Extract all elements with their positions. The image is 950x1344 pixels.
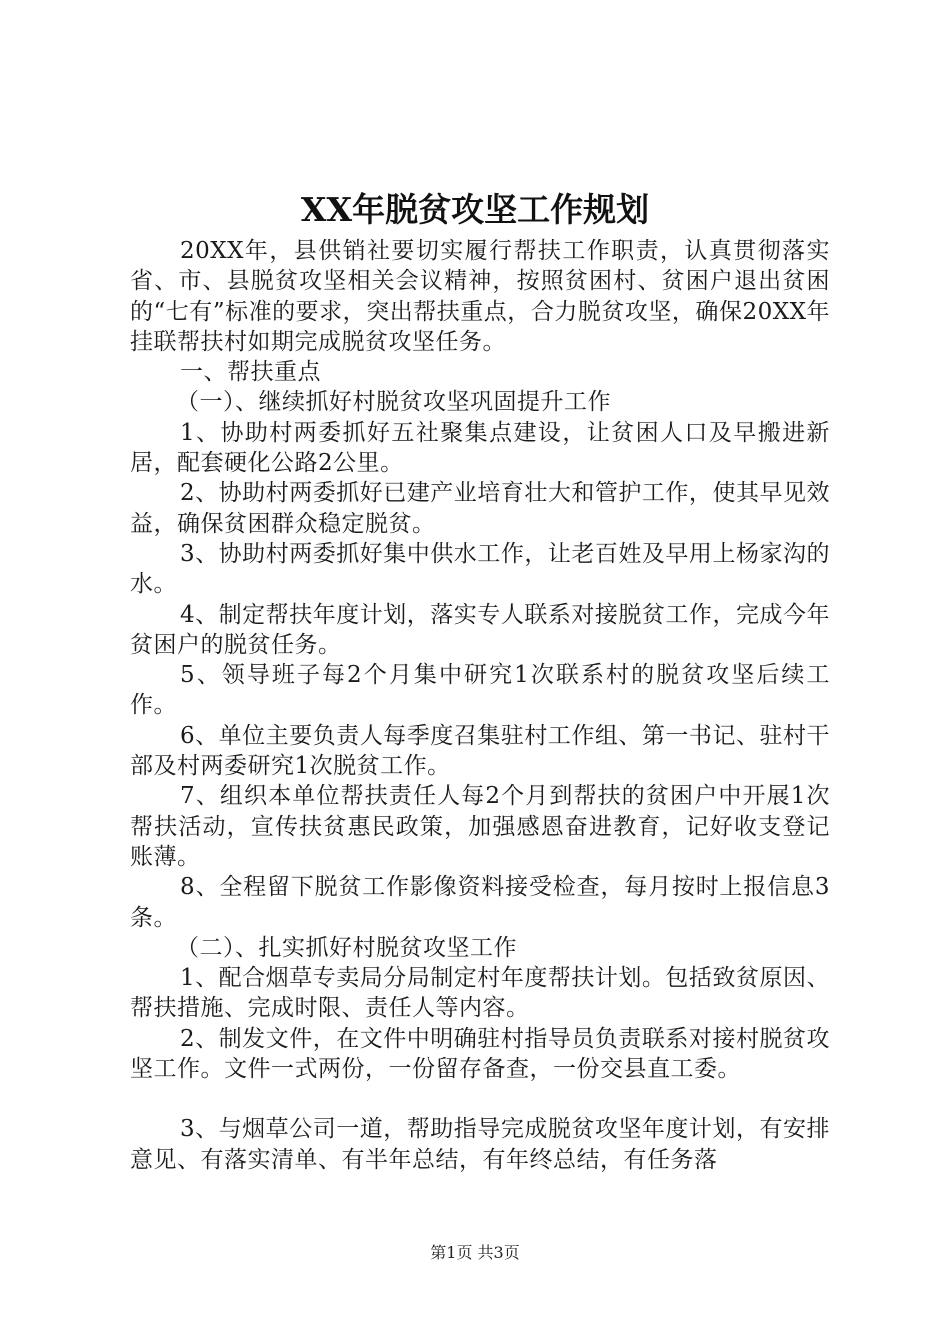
list-item: 2、制发文件，在文件中明确驻村指导员负责联系对接村脱贫攻坚工作。文件一式两份，一份留存备查，一份交县直工委。 [130, 1025, 830, 1083]
section-heading: 一、帮扶重点 [180, 359, 321, 386]
list-item: 1、配合烟草专卖局分局制定村年度帮扶计划。包括致贫原因、帮扶措施、完成时限、责任人等内容。 [130, 965, 830, 1022]
list-item: 7、组织本单位帮扶责任人每2个月到帮扶的贫困户中开展1次帮扶活动，宣传扶贫惠民政策，加强感恩奋进教育，记好收支登记账薄。 [130, 783, 830, 870]
list-item: 5、领导班子每2个月集中研究1次联系村的脱贫攻坚后续工作。 [130, 662, 830, 719]
list-item: 6、单位主要负责人每季度召集驻村工作组、第一书记、驻村干部及村两委研究1次脱贫工作。 [130, 722, 830, 780]
document-body [130, 236, 830, 1175]
page-indicator: 第1页 共3页 [430, 1243, 520, 1262]
paragraph-gap [130, 1084, 830, 1114]
list-item: 3、协助村两委抓好集中供水工作，让老百姓及早用上杨家沟的水。 [130, 540, 830, 598]
subsection-heading: （二）、扎实抓好村脱贫攻坚工作 [176, 934, 517, 961]
list-item: 2、协助村两委抓好已建产业培育壮大和管护工作，使其早见效益，确保贫困群众稳定脱贫。 [130, 480, 830, 537]
document-title: XX年脱贫攻坚工作规划 [300, 190, 650, 229]
intro-paragraph: 20XX年，县供销社要切实履行帮扶工作职责，认真贯彻落实省、市、县脱贫攻坚相关会议精神，按照贫困村、贫困户退出贫困的“七有”标准的要求，突出帮扶重点，合力脱贫攻坚，确保20XX年挂联帮扶村如期完成脱贫攻坚任务。 [130, 238, 830, 355]
list-item: 8、全程留下脱贫工作影像资料接受检查，每月按时上报信息3条。 [130, 874, 830, 931]
list-item: 3、与烟草公司一道，帮助指导完成脱贫攻坚年度计划，有安排意见、有落实清单、有半年总结，有年终总结，有任务落 [130, 1116, 830, 1173]
list-item: 1、协助村两委抓好五社聚集点建设，让贫困人口及早搬进新居，配套硬化公路2公里。 [130, 419, 830, 477]
subsection-heading: （一）、继续抓好村脱贫攻坚巩固提升工作 [176, 389, 611, 416]
list-item: 4、制定帮扶年度计划，落实专人联系对接脱贫工作，完成今年贫困户的脱贫任务。 [130, 601, 830, 658]
